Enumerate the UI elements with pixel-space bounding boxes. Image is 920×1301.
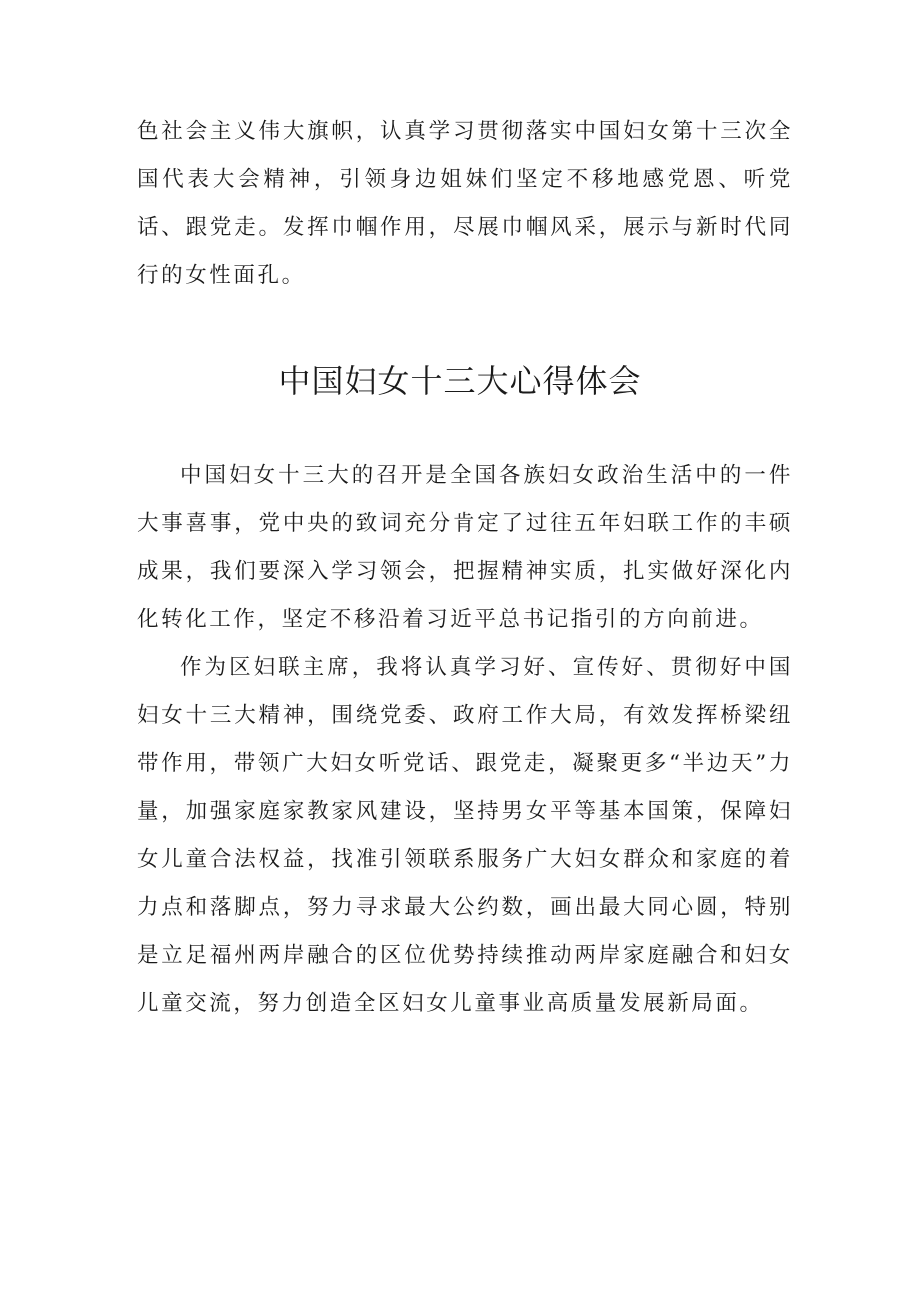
body-paragraph-2: 作为区妇联主席，我将认真学习好、宣传好、贯彻好中国妇女十三大精神，围绕党委、政府工作大局，有效发挥桥梁纽带作用，带领广大妇女听党话、跟党走，凝聚更多“半边天”力量，加强家庭家教家风建设，坚持男女平等基本国策，保障妇女儿童合法权益，找准引领联系服务广大妇女群众和家庭的着力点和落脚点，努力寻求最大公约数，画出最大同心圆，特别是立足福州两岸融合的区位优势持续推动两岸家庭融合和妇女儿童交流，努力创造全区妇女儿童事业高质量发展新局面。 [137,655,793,1016]
body-paragraph-1: 中国妇女十三大的召开是全国各族妇女政治生活中的一件大事喜事，党中央的致词充分肯定了过往五年妇联工作的丰硕成果，我们要深入学习领会，把握精神实质，扎实做好深化内化转化工作，坚定不移沿着习近平总书记指引的方向前进。 [137,463,793,632]
continuation-text-block [137,108,793,300]
article-title: 中国妇女十三大心得体会 [278,362,642,400]
continuation-paragraph: 色社会主义伟大旗帜，认真学习贯彻落实中国妇女第十三次全国代表大会精神，引领身边姐妹们坚定不移地感党恩、听党话、跟党走。发挥巾帼作用，尽展巾帼风采，展示与新时代同行的女性面孔。 [137,119,793,288]
article-body [137,452,793,1028]
